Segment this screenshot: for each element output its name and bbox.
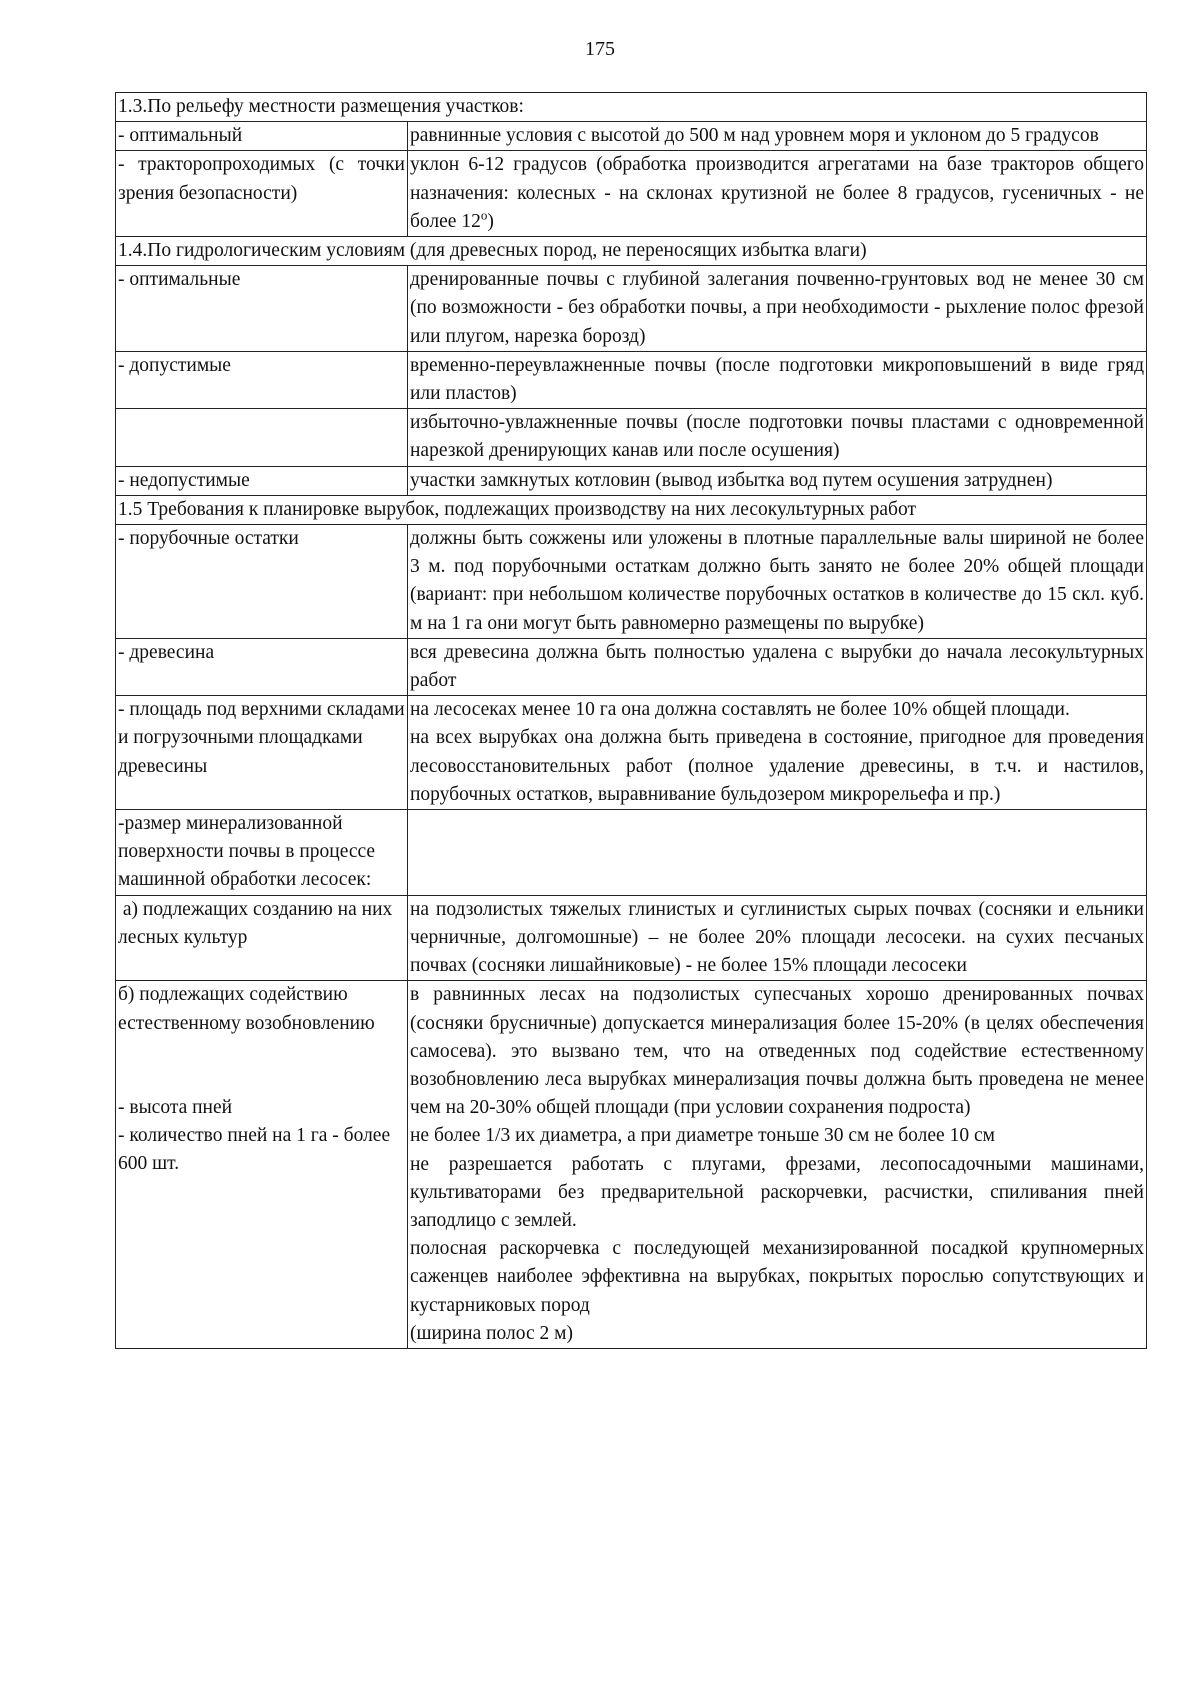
description-tail: ) [487, 210, 494, 232]
row-description: должны быть сожжены или уложены в плотные параллельные валы шириной не более 3 м. под порубочными остаткам должно быть занято не более 20% общей площади (вариант: при небольшом количестве порубочных остатков в количестве до 15 скл. куб. м на 1 га они могут быть равномерно размещены по вырубке) [408, 525, 1147, 639]
row-description [408, 981, 1147, 1349]
row-label: - древесина [116, 638, 408, 695]
section-header-1-5: 1.5 Требования к планировке вырубок, подлежащих производству на них лесокультурных работ [116, 495, 1147, 524]
row-description: вся древесина должна быть полностью удалена с вырубки до начала лесокультурных работ [408, 638, 1147, 695]
row-label: - порубочные остатки [116, 525, 408, 639]
row-description: равнинные условия с высотой до 500 м над уровнем моря и уклоном до 5 градусов [408, 122, 1147, 151]
description-paragraph: не разрешается работать с плугами, фрезами, лесопосадочными машинами, культиваторами без предварительной раскорчевки, расчистки, спиливания пней заподлицо с землей. [410, 1153, 1144, 1231]
table-row [116, 895, 1147, 981]
description-paragraph: в равнинных лесах на подзолистых супесчаных хорошо дренированных почвах (сосняки брусничные) допускается минерализация более 15-20% (в целях обеспечения самосева). это вызвано тем, что на отведенных под содействие естественному возобновлению леса вырубках минерализация почвы должна быть проведена не менее чем на 20-30% общей площади (при условии сохранения подроста) [410, 984, 1144, 1119]
table-row [116, 525, 1147, 639]
row-description: избыточно-увлажненные почвы (после подготовки почвы пластами с одновременной нарезкой дренирующих канав или после осушения) [408, 409, 1147, 466]
section-header-1-3: 1.3.По рельефу местности размещения участков: [116, 93, 1147, 122]
description-paragraph: (ширина полос 2 м) [410, 1322, 573, 1344]
table-row [116, 122, 1147, 151]
page-number: 175 [585, 38, 615, 60]
table-row [116, 495, 1147, 524]
row-description: на подзолистых тяжелых глинистых и суглинистых сырых почвах (сосняки и ельники черничные, долгомошные) – не более 20% площади лесосеки. на сухих песчаных почвах (сосняки лишайниковые) - не более 15% площади лесосеки [408, 895, 1147, 981]
row-label: -размер минерализованной поверхности почвы в процессе машинной обработки лесосек: [116, 810, 408, 896]
row-description: временно-переувлажненные почвы (после подготовки микроповышений в виде гряд или пластов) [408, 351, 1147, 408]
description-text: уклон 6-12 градусов (обработка производится агрегатами на базе тракторов общего назначения: колесных - на склонах крутизной не более 8 градусов, гусеничных - не более 12 [410, 154, 1144, 232]
table-row [116, 810, 1147, 896]
label-paragraph: - высота пней [118, 1096, 233, 1118]
row-label [116, 981, 408, 1349]
description-paragraph: на всех вырубках она должна быть приведена в состояние, пригодное для проведения лесовосстановительных работ (полное удаление древесины, в т.ч. и настилов, порубочных остатков, выравнивание бульдозером микрорельефа и пр.) [410, 727, 1144, 805]
row-label: - оптимальный [116, 122, 408, 151]
row-description [408, 696, 1147, 810]
row-label: - оптимальные [116, 266, 408, 352]
row-label: - допустимые [116, 351, 408, 408]
table-row [116, 151, 1147, 237]
spacer [118, 1038, 405, 1094]
row-label: - недопустимые [116, 466, 408, 495]
degree-superscript: о [480, 207, 488, 223]
row-description [408, 151, 1147, 237]
description-paragraph: полосная раскорчевка с последующей механизированной посадкой крупномерных саженцев наиболее эффективна на вырубках, покрытых порослью сопутствующих и кустарниковых пород [410, 1238, 1144, 1316]
table-row [116, 638, 1147, 695]
table-row [116, 266, 1147, 352]
table-row [116, 409, 1147, 466]
description-paragraph: на лесосеках менее 10 га она должна составлять не более 10% общей площади. [410, 699, 1070, 721]
description-paragraph: не более 1/3 их диаметра, а при диаметре тоньше 30 см не более 10 см [410, 1125, 995, 1147]
row-label: а) подлежащих созданию на них лесных культур [116, 895, 408, 981]
row-description: дренированные почвы с глубиной залегания почвенно-грунтовых вод не менее 30 см (по возможности - без обработки почвы, а при необходимости - рыхление полос фрезой или плугом, нарезка борозд) [408, 266, 1147, 352]
table-row [116, 93, 1147, 122]
table-row [116, 981, 1147, 1349]
label-paragraph: - количество пней на 1 га - более 600 шт. [118, 1124, 391, 1175]
row-description: участки замкнутых котловин (вывод избытка вод путем осушения затруднен) [408, 466, 1147, 495]
row-label [116, 409, 408, 466]
requirements-table [115, 92, 1147, 1349]
label-paragraph: б) подлежащих содействию естественному возобновлению [118, 984, 375, 1034]
table-row [116, 696, 1147, 810]
row-description-empty [408, 810, 1147, 896]
section-header-1-4: 1.4.По гидрологическим условиям (для древесных пород, не переносящих избытка влаги) [116, 237, 1147, 266]
row-label: - площадь под верхними складами и погрузочными площадками древесины [116, 696, 408, 810]
table-row [116, 237, 1147, 266]
table-row [116, 466, 1147, 495]
table-row [116, 351, 1147, 408]
row-label: - тракторопроходимых (с точки зрения безопасности) [116, 151, 408, 237]
